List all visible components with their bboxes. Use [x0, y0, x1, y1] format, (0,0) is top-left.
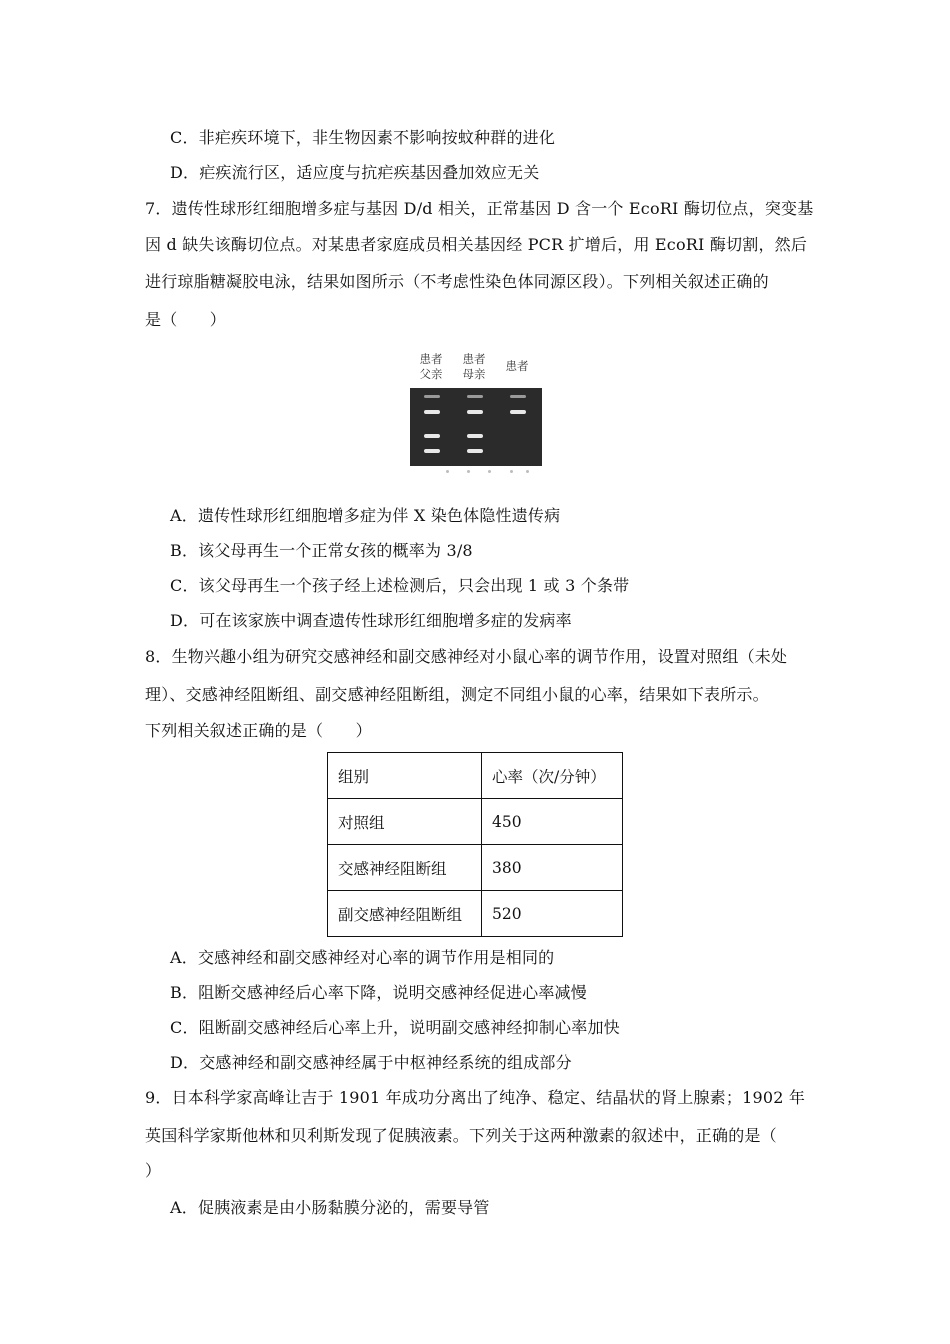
gel-well-1 — [424, 395, 440, 398]
gel-tick — [488, 470, 491, 473]
q6-option-d: D．疟疾流行区，适应度与抗疟疾基因叠加效应无关 — [170, 163, 540, 182]
q8-stem-line3: 下列相关叙述正确的是（ ） — [145, 721, 372, 740]
gel-well-2 — [467, 395, 483, 398]
electrophoresis-gel — [410, 388, 542, 466]
q8-stem-line2: 理）、交感神经阻断组、副交感神经阻断组，测定不同组小鼠的心率，结果如下表所示。 — [145, 685, 769, 704]
table-cell: 380 — [482, 845, 623, 891]
heart-rate-table — [327, 752, 623, 937]
table-cell: 副交感神经阻断组 — [328, 891, 482, 937]
lane2-label-top: 患者 — [462, 352, 486, 366]
gel-band-patient-top — [510, 410, 526, 414]
lane3-label: 患者 — [505, 359, 529, 373]
q7-stem-line3: 进行琼脂糖凝胶电泳，结果如图所示（不考虑性染色体同源区段）。下列相关叙述正确的 — [145, 272, 769, 291]
q7-option-b: B．该父母再生一个正常女孩的概率为 3/8 — [170, 541, 473, 560]
q9-option-a: A．促胰液素是由小肠黏膜分泌的，需要导管 — [170, 1198, 490, 1217]
table-cell: 交感神经阻断组 — [328, 845, 482, 891]
q7-option-c: C．该父母再生一个孩子经上述检测后，只会出现 1 或 3 个条带 — [170, 576, 630, 595]
table-header-row — [328, 753, 623, 799]
table-row — [328, 845, 623, 891]
gel-tick — [510, 470, 513, 473]
q7-option-d: D．可在该家族中调查遗传性球形红细胞增多症的发病率 — [170, 611, 572, 630]
lane2-label-bottom: 母亲 — [462, 367, 486, 381]
gel-lane-labels — [408, 348, 548, 388]
lane1-label-bottom: 父亲 — [419, 367, 443, 381]
gel-band-father-top — [424, 410, 440, 414]
table-row — [328, 891, 623, 937]
gel-band-mother-top — [467, 410, 483, 414]
q7-option-a: A．遗传性球形红细胞增多症为伴 X 染色体隐性遗传病 — [170, 506, 561, 525]
q8-option-b: B．阻断交感神经后心率下降，说明交感神经促进心率减慢 — [170, 983, 587, 1002]
q9-stem-line3: ） — [145, 1161, 162, 1180]
table-header-cell: 心率（次/分钟） — [482, 753, 623, 799]
q9-stem-line1: 9．日本科学家高峰让吉于 1901 年成功分离出了纯净、稳定、结晶状的肾上腺素；1902 年 — [145, 1088, 806, 1107]
table-cell: 对照组 — [328, 799, 482, 845]
q7-stem-line4: 是（ ） — [145, 310, 227, 329]
q7-stem-line2: 因 d 缺失该酶切位点。对某患者家庭成员相关基因经 PCR 扩增后，用 EcoRI 酶切割，然后 — [145, 235, 808, 254]
gel-well-3 — [510, 395, 526, 398]
q8-option-a: A．交感神经和副交感神经对心率的调节作用是相同的 — [170, 948, 555, 967]
gel-tick — [467, 470, 470, 473]
gel-tick — [446, 470, 449, 473]
table-cell: 450 — [482, 799, 623, 845]
gel-band-mother-mid — [467, 434, 483, 438]
gel-band-father-mid — [424, 434, 440, 438]
table-header-cell: 组别 — [328, 753, 482, 799]
lane1-label-top: 患者 — [419, 352, 443, 366]
q8-option-c: C．阻断副交感神经后心率上升，说明副交感神经抑制心率加快 — [170, 1018, 620, 1037]
table-cell: 520 — [482, 891, 623, 937]
q9-stem-line2: 英国科学家斯他林和贝利斯发现了促胰液素。下列关于这两种激素的叙述中，正确的是（ — [145, 1126, 777, 1145]
q7-stem-line1: 7．遗传性球形红细胞增多症与基因 D/d 相关，正常基因 D 含一个 EcoRI 酶切位点，突变基 — [145, 199, 814, 218]
gel-tick — [526, 470, 529, 473]
gel-band-father-low — [424, 449, 440, 453]
table-row — [328, 799, 623, 845]
q8-stem-line1: 8．生物兴趣小组为研究交感神经和副交感神经对小鼠心率的调节作用，设置对照组（未处 — [145, 647, 788, 666]
q8-option-d: D．交感神经和副交感神经属于中枢神经系统的组成部分 — [170, 1053, 572, 1072]
q6-option-c: C．非疟疾环境下，非生物因素不影响按蚊种群的进化 — [170, 128, 556, 147]
gel-band-mother-low — [467, 449, 483, 453]
